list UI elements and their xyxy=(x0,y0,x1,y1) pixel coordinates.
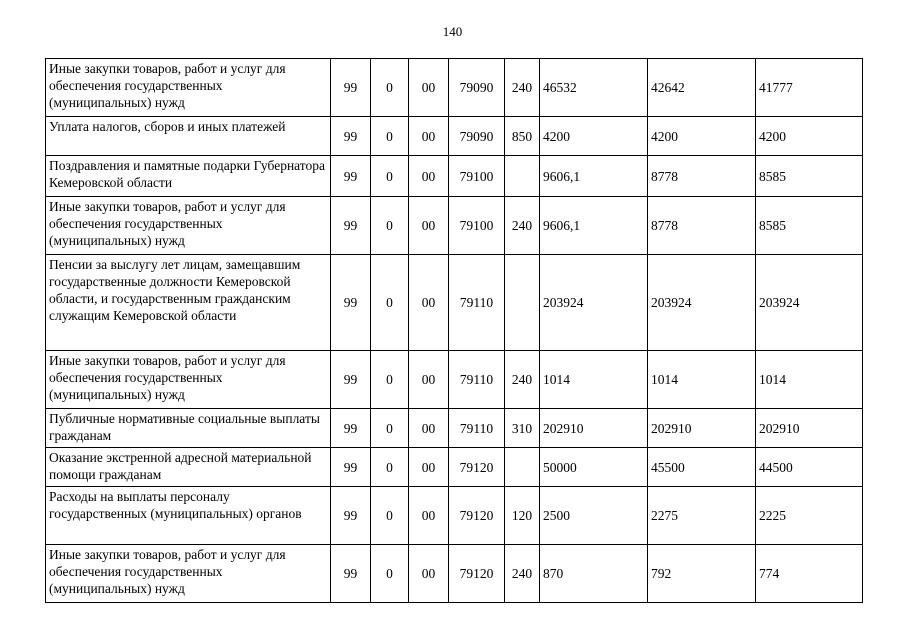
program-code-cell: 00 xyxy=(409,255,449,351)
amount-year3-cell: 2225 xyxy=(756,487,863,545)
amount-year2-cell: 792 xyxy=(648,545,756,603)
amount-year3-cell: 8585 xyxy=(756,156,863,197)
section-code-cell: 99 xyxy=(331,197,371,255)
direction-code-cell: 79120 xyxy=(449,487,505,545)
table-row xyxy=(46,255,863,351)
table-row xyxy=(46,409,863,448)
amount-year1-cell: 4200 xyxy=(540,117,648,156)
program-code-cell: 00 xyxy=(409,545,449,603)
amount-year1-cell: 870 xyxy=(540,545,648,603)
amount-year2-cell: 203924 xyxy=(648,255,756,351)
row-name-cell: Иные закупки товаров, работ и услуг для обеспечения государственных (муниципальных) нужд xyxy=(46,351,331,409)
subsection-code-cell: 0 xyxy=(371,117,409,156)
amount-year3-cell: 8585 xyxy=(756,197,863,255)
row-name-cell: Поздравления и памятные подарки Губернатора Кемеровской области xyxy=(46,156,331,197)
row-name-cell: Иные закупки товаров, работ и услуг для обеспечения государственных (муниципальных) нужд xyxy=(46,59,331,117)
amount-year1-cell: 1014 xyxy=(540,351,648,409)
subsection-code-cell: 0 xyxy=(371,409,409,448)
expense-type-cell xyxy=(505,156,540,197)
section-code-cell: 99 xyxy=(331,409,371,448)
subsection-code-cell: 0 xyxy=(371,351,409,409)
subsection-code-cell: 0 xyxy=(371,255,409,351)
direction-code-cell: 79100 xyxy=(449,197,505,255)
expense-type-cell: 310 xyxy=(505,409,540,448)
amount-year2-cell: 8778 xyxy=(648,156,756,197)
expense-type-cell: 850 xyxy=(505,117,540,156)
amount-year1-cell: 9606,1 xyxy=(540,197,648,255)
subsection-code-cell: 0 xyxy=(371,59,409,117)
row-name-cell: Расходы на выплаты персоналу государственных (муниципальных) органов xyxy=(46,487,331,545)
program-code-cell: 00 xyxy=(409,487,449,545)
expense-type-cell: 240 xyxy=(505,351,540,409)
amount-year2-cell: 8778 xyxy=(648,197,756,255)
expense-type-cell: 240 xyxy=(505,197,540,255)
direction-code-cell: 79120 xyxy=(449,448,505,487)
section-code-cell: 99 xyxy=(331,448,371,487)
expense-type-cell xyxy=(505,448,540,487)
table-row xyxy=(46,156,863,197)
amount-year1-cell: 203924 xyxy=(540,255,648,351)
expense-type-cell: 120 xyxy=(505,487,540,545)
direction-code-cell: 79110 xyxy=(449,351,505,409)
section-code-cell: 99 xyxy=(331,117,371,156)
subsection-code-cell: 0 xyxy=(371,197,409,255)
amount-year2-cell: 45500 xyxy=(648,448,756,487)
amount-year3-cell: 203924 xyxy=(756,255,863,351)
section-code-cell: 99 xyxy=(331,545,371,603)
row-name-cell: Публичные нормативные социальные выплаты гражданам xyxy=(46,409,331,448)
table-row xyxy=(46,117,863,156)
budget-table xyxy=(45,58,863,603)
section-code-cell: 99 xyxy=(331,351,371,409)
program-code-cell: 00 xyxy=(409,409,449,448)
amount-year3-cell: 4200 xyxy=(756,117,863,156)
direction-code-cell: 79090 xyxy=(449,117,505,156)
table-row xyxy=(46,448,863,487)
amount-year1-cell: 2500 xyxy=(540,487,648,545)
table-row xyxy=(46,351,863,409)
table-row xyxy=(46,197,863,255)
amount-year1-cell: 46532 xyxy=(540,59,648,117)
page-number: 140 xyxy=(442,24,463,39)
amount-year2-cell: 2275 xyxy=(648,487,756,545)
subsection-code-cell: 0 xyxy=(371,448,409,487)
row-name-cell: Иные закупки товаров, работ и услуг для обеспечения государственных (муниципальных) нужд xyxy=(46,545,331,603)
subsection-code-cell: 0 xyxy=(371,545,409,603)
subsection-code-cell: 0 xyxy=(371,487,409,545)
expense-type-cell xyxy=(505,255,540,351)
amount-year3-cell: 41777 xyxy=(756,59,863,117)
program-code-cell: 00 xyxy=(409,117,449,156)
amount-year2-cell: 1014 xyxy=(648,351,756,409)
section-code-cell: 99 xyxy=(331,487,371,545)
program-code-cell: 00 xyxy=(409,156,449,197)
amount-year1-cell: 202910 xyxy=(540,409,648,448)
program-code-cell: 00 xyxy=(409,351,449,409)
row-name-cell: Уплата налогов, сборов и иных платежей xyxy=(46,117,331,156)
amount-year2-cell: 202910 xyxy=(648,409,756,448)
section-code-cell: 99 xyxy=(331,156,371,197)
amount-year3-cell: 774 xyxy=(756,545,863,603)
table-row xyxy=(46,59,863,117)
expense-type-cell: 240 xyxy=(505,545,540,603)
direction-code-cell: 79100 xyxy=(449,156,505,197)
amount-year1-cell: 50000 xyxy=(540,448,648,487)
program-code-cell: 00 xyxy=(409,197,449,255)
amount-year3-cell: 44500 xyxy=(756,448,863,487)
row-name-cell: Иные закупки товаров, работ и услуг для обеспечения государственных (муниципальных) нужд xyxy=(46,197,331,255)
direction-code-cell: 79090 xyxy=(449,59,505,117)
amount-year2-cell: 4200 xyxy=(648,117,756,156)
expense-type-cell: 240 xyxy=(505,59,540,117)
section-code-cell: 99 xyxy=(331,255,371,351)
direction-code-cell: 79110 xyxy=(449,255,505,351)
amount-year3-cell: 202910 xyxy=(756,409,863,448)
program-code-cell: 00 xyxy=(409,59,449,117)
row-name-cell: Пенсии за выслугу лет лицам, замещавшим государственные должности Кемеровской области, и государственным гражданским служащим Кемеровской области xyxy=(46,255,331,351)
direction-code-cell: 79110 xyxy=(449,409,505,448)
table-row xyxy=(46,487,863,545)
amount-year2-cell: 42642 xyxy=(648,59,756,117)
row-name-cell: Оказание экстренной адресной материальной помощи гражданам xyxy=(46,448,331,487)
direction-code-cell: 79120 xyxy=(449,545,505,603)
amount-year1-cell: 9606,1 xyxy=(540,156,648,197)
subsection-code-cell: 0 xyxy=(371,156,409,197)
program-code-cell: 00 xyxy=(409,448,449,487)
section-code-cell: 99 xyxy=(331,59,371,117)
amount-year3-cell: 1014 xyxy=(756,351,863,409)
table-row xyxy=(46,545,863,603)
